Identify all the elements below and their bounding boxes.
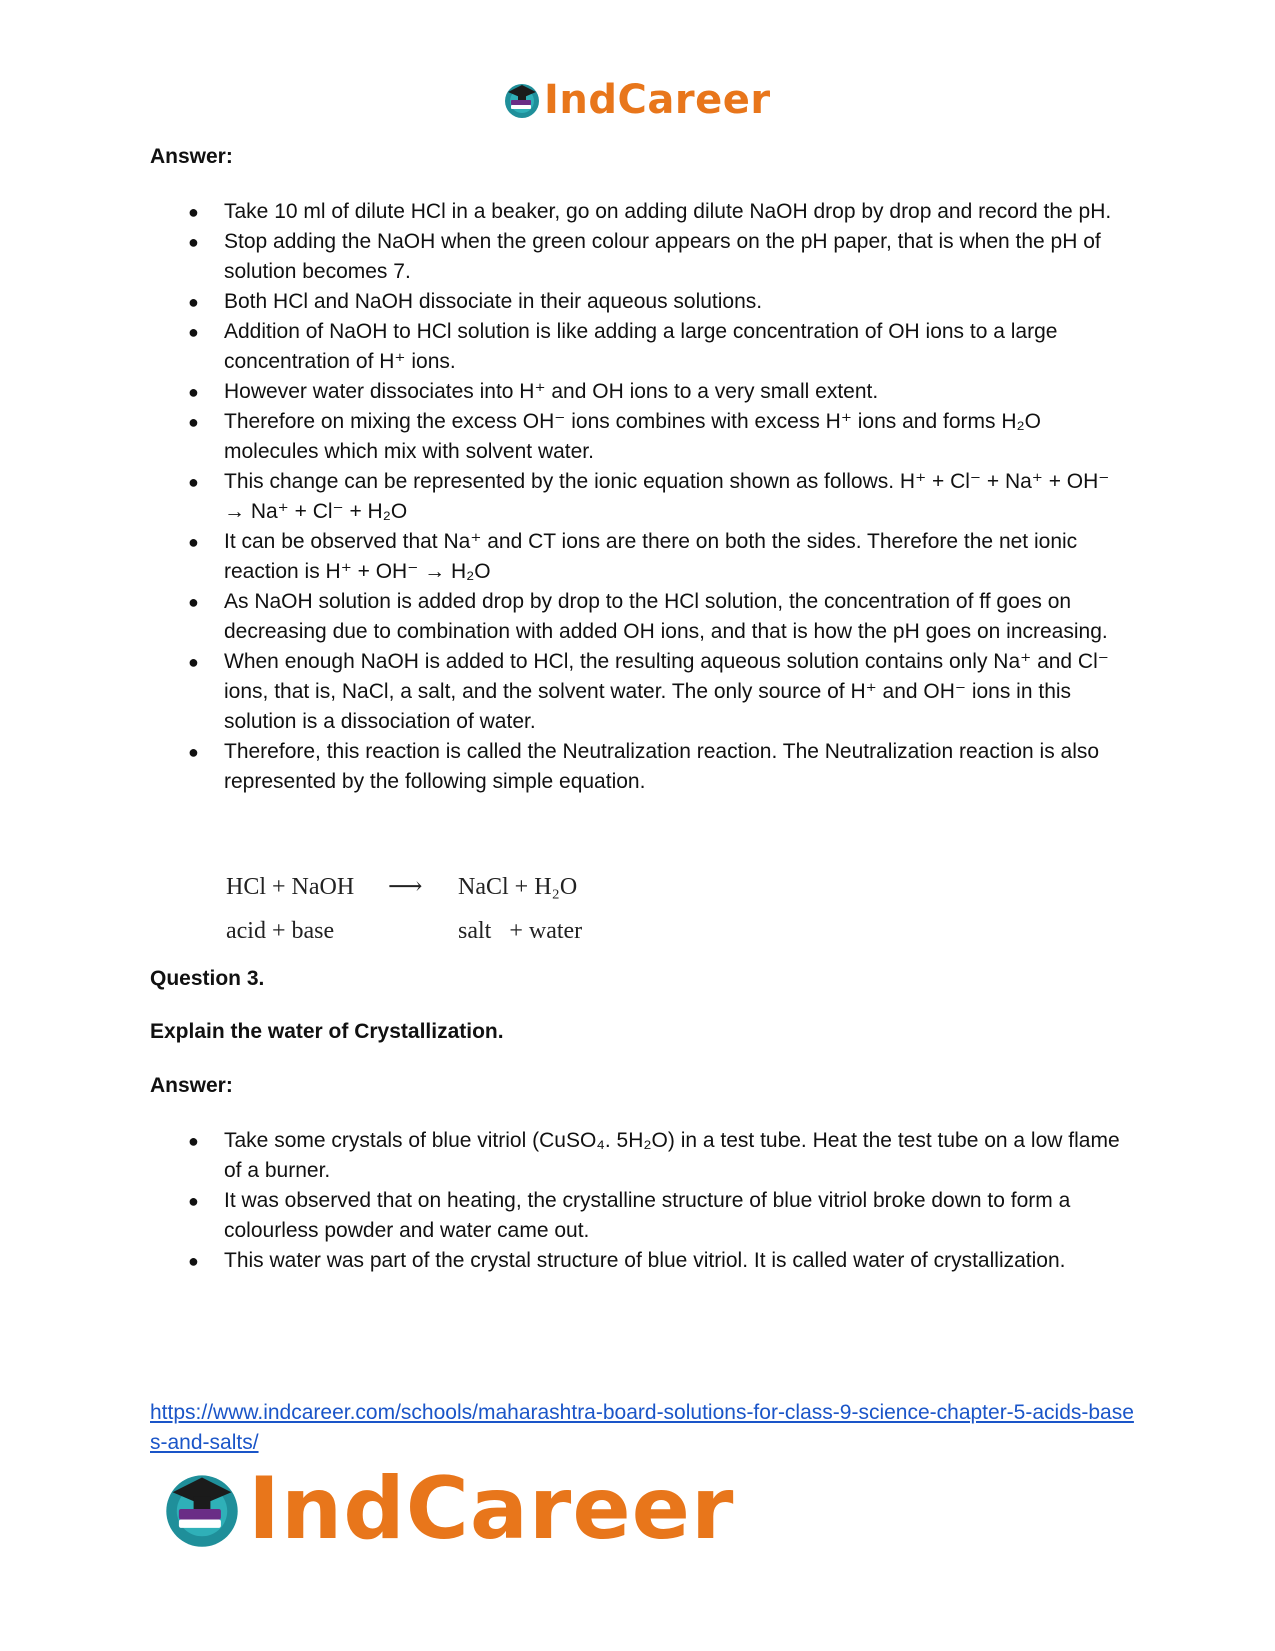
question-heading: Question 3.	[150, 967, 265, 990]
answer-list	[150, 197, 1130, 797]
list-item: ● Therefore, this reaction is called the Neutralization reaction. The Neutralization reaction is also represented by the following simple equation.	[188, 740, 1100, 793]
list-item: ● Therefore on mixing the excess OH⁻ ions combines with excess H⁺ ions and forms H₂O molecules which mix with solvent water.	[188, 410, 1041, 463]
graduation-cap-globe-icon	[160, 1467, 244, 1551]
list-item: ● When enough NaOH is added to HCl, the resulting aqueous solution contains only Na⁺ and Cl⁻ ions, that is, NaCl, a salt, and the solvent water. The only source of H⁺ and OH⁻ ions in this solution is a dissociation of water.	[188, 650, 1109, 733]
list-item: ● However water dissociates into H⁺ and OH ions to a very small extent.	[188, 380, 879, 403]
list-item: ● It was observed that on heating, the crystalline structure of blue vitriol broke down to form a colourless powder and water came out.	[188, 1189, 1071, 1242]
answer-heading: Answer:	[150, 1074, 233, 1097]
question-text: Explain the water of Crystallization.	[150, 1020, 504, 1043]
list-item: ● Addition of NaOH to HCl solution is like adding a large concentration of OH ions to a large concentration of H⁺ ions.	[188, 320, 1058, 373]
equation-product-labels: salt + water	[458, 918, 583, 944]
footer-logo	[160, 1459, 735, 1559]
equation-arrow: ⟶	[388, 874, 423, 900]
answer-list	[150, 1126, 1130, 1276]
list-item: ● Both HCl and NaOH dissociate in their aqueous solutions.	[188, 290, 763, 313]
brand-wordmark: IndCareer	[544, 77, 771, 123]
answer-heading: Answer:	[150, 145, 233, 168]
equation-reactants: HCl + NaOH	[226, 874, 355, 900]
list-item: ● It can be observed that Na⁺ and CT ions are there on both the sides. Therefore the net ionic reaction is H⁺ + OH⁻ → H₂O	[188, 530, 1078, 583]
list-item: ● As NaOH solution is added drop by drop to the HCl solution, the concentration of ff goes on decreasing due to combination with added OH ions, and that is how the pH goes on increasing.	[188, 590, 1108, 643]
equation-reactant-labels: acid + base	[226, 918, 335, 944]
equation-products: NaCl + H₂O	[458, 874, 578, 900]
brand-wordmark: IndCareer	[248, 1459, 735, 1559]
list-item: ● Take some crystals of blue vitriol (CuSO₄. 5H₂O) in a test tube. Heat the test tube on a low flame of a burner.	[188, 1129, 1120, 1182]
neutralization-equation	[226, 870, 616, 946]
list-item: ● Stop adding the NaOH when the green colour appears on the pH paper, that is when the pH of solution becomes 7.	[188, 230, 1101, 283]
list-item: ● Take 10 ml of dilute HCl in a beaker, go on adding dilute NaOH drop by drop and record the pH.	[188, 200, 1112, 223]
list-item: ● This change can be represented by the ionic equation shown as follows. H⁺ + Cl⁻ + Na⁺ + OH⁻ → Na⁺ + Cl⁻ + H₂O	[188, 470, 1110, 523]
source-link[interactable]: https://www.indcareer.com/schools/maharashtra-board-solutions-for-class-9-science-chapter-5-acids-bases-and-salts/	[150, 1401, 1134, 1454]
list-item: ● This water was part of the crystal structure of blue vitriol. It is called water of crystallization.	[188, 1249, 1066, 1272]
graduation-cap-globe-icon	[502, 80, 542, 120]
header-logo	[502, 77, 771, 123]
